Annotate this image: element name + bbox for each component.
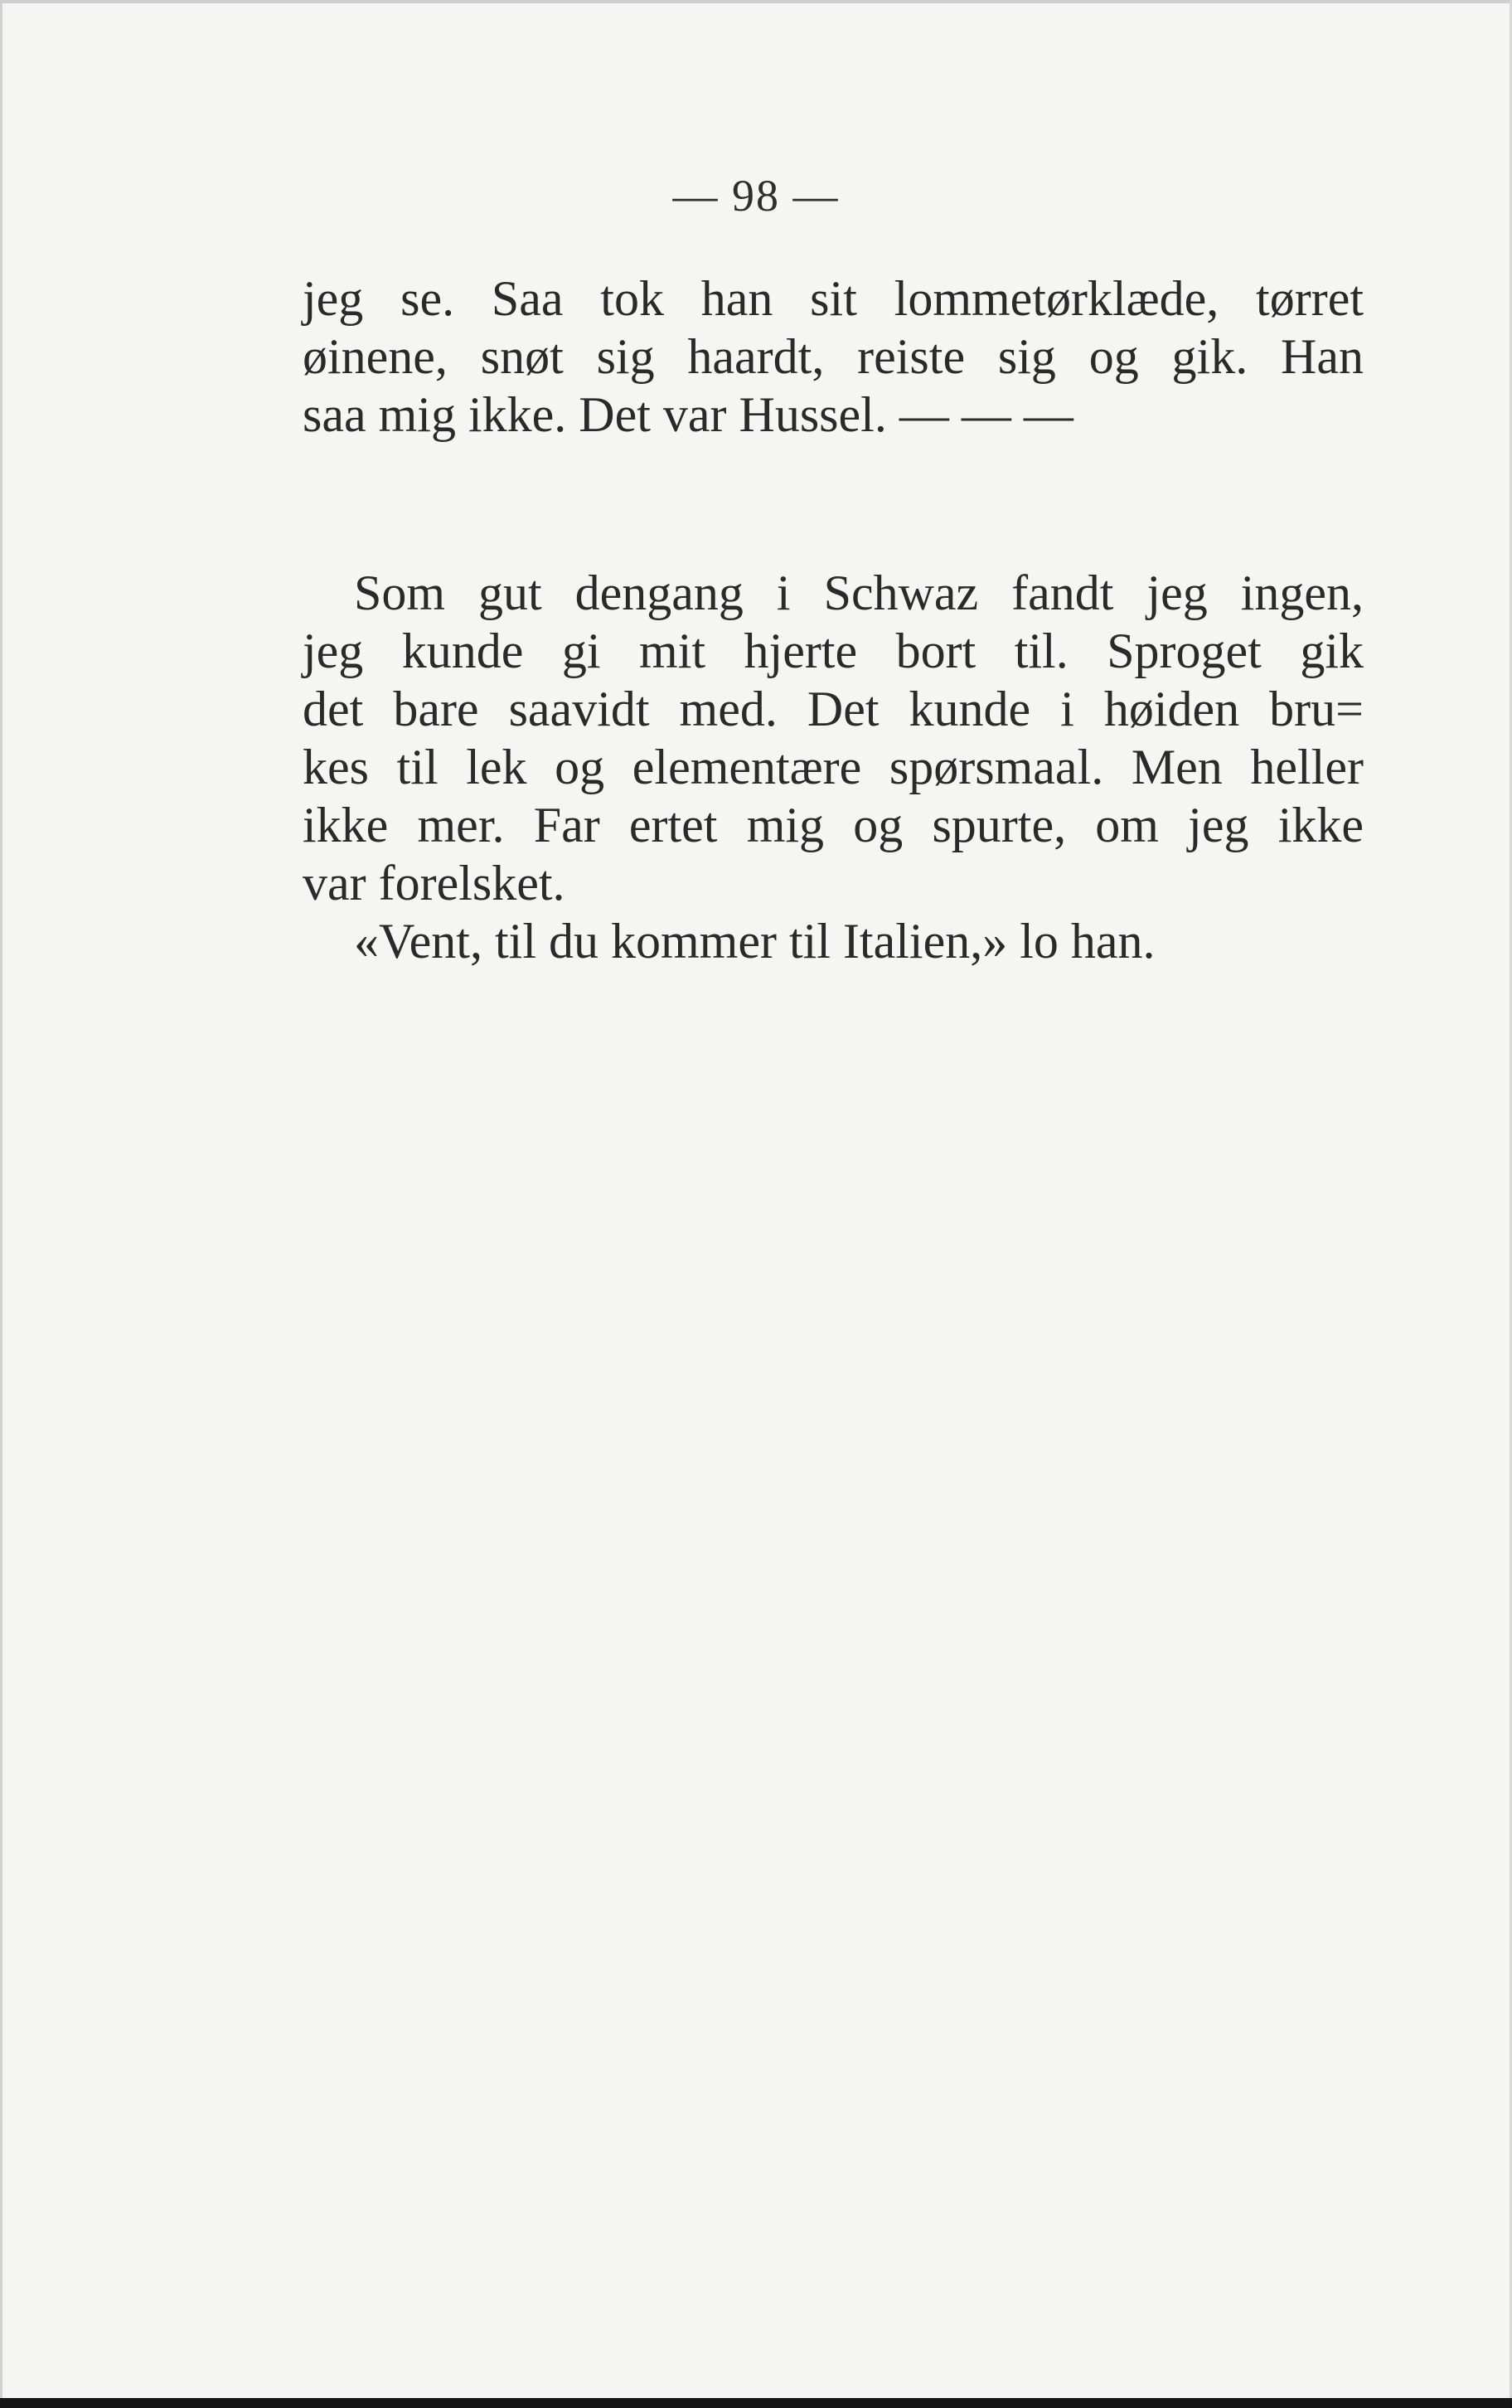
paragraph-1: [303, 269, 1364, 444]
text-line: det bare saavidt med. Det kunde i høiden bru=: [303, 682, 1364, 736]
scan-edge-left: [0, 0, 2, 2408]
text-line: jeg kunde gi mit hjerte bort til. Sproget gik: [303, 624, 1364, 678]
scan-edge-top: [0, 0, 1512, 3]
text-line: jeg se. Saa tok han sit lommetørklæde, tørret: [303, 271, 1364, 326]
paragraph-2: [303, 564, 1364, 970]
text-line: «Vent, til du kommer til Italien,» lo han.: [354, 914, 1156, 969]
text-line: øinene, snøt sig haardt, reiste sig og gik. Han: [303, 329, 1364, 384]
text-line: var forelsket.: [303, 856, 565, 910]
text-line: saa mig ikke. Det var Hussel. — — —: [303, 387, 1073, 442]
page-number: — 98 —: [672, 171, 840, 221]
scan-edge-bottom: [0, 2398, 1512, 2408]
text-line: kes til lek og elementære spørsmaal. Men heller: [303, 740, 1364, 794]
text-line: ikke mer. Far ertet mig og spurte, om jeg ikke: [303, 798, 1364, 852]
text-line: Som gut dengang i Schwaz fandt jeg ingen,: [354, 566, 1364, 620]
